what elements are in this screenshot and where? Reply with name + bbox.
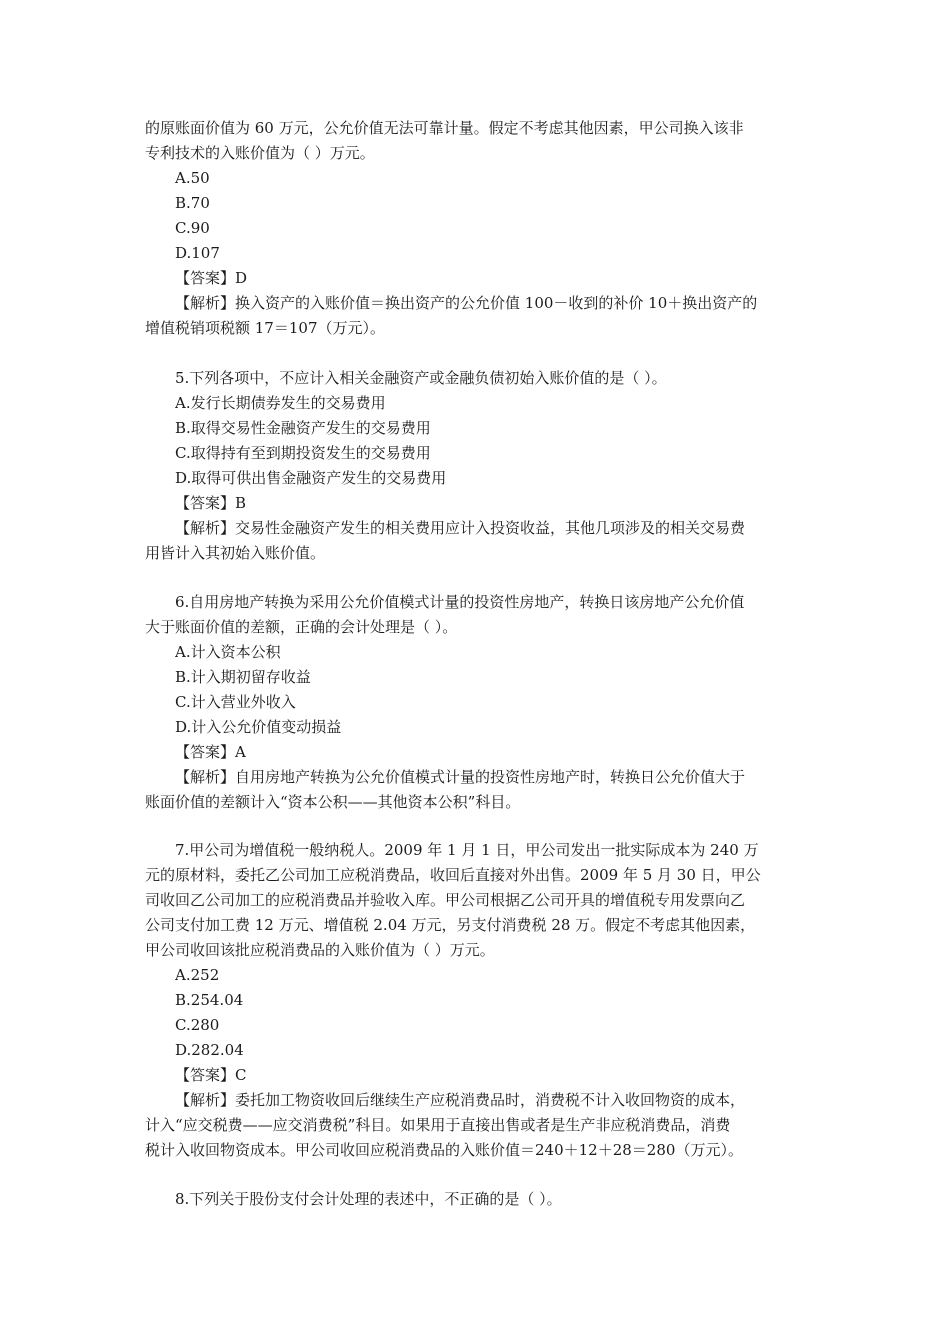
answer-line: 【答案】B: [175, 494, 247, 512]
question-6-text: 大于账面价值的差额，正确的会计处理是（ ）。: [145, 618, 458, 636]
option-d: D.计入公允价值变动损益: [175, 718, 342, 736]
question-text-line: 的原账面价值为 60 万元，公允价值无法可靠计量。假定不考虑其他因素，甲公司换入该非: [145, 119, 744, 137]
analysis-line: 【解析】委托加工物资收回后继续生产应税消费品时，消费税不计入收回物资的成本，: [175, 1091, 746, 1109]
analysis-line: 计入“应交税费——应交消费税”科目。如果用于直接出售或者是生产非应税消费品，消费: [145, 1116, 731, 1134]
question-7-text: 司收回乙公司加工的应税消费品并验收入库。甲公司根据乙公司开具的增值税专用发票向乙: [145, 891, 746, 909]
question-7-text: 公司支付加工费 12 万元、增值税 2.04 万元，另支付消费税 28 万。假定不考虑其他因素，: [145, 916, 756, 934]
question-7-text: 甲公司收回该批应税消费品的入账价值为（ ）万元。: [145, 941, 495, 959]
analysis-line: 【解析】自用房地产转换为公允价值模式计量的投资性房地产时，转换日公允价值大于: [175, 768, 746, 786]
option-c: C.280: [175, 1016, 220, 1034]
option-d: D.282.04: [175, 1041, 244, 1059]
option-a: A.50: [175, 169, 210, 187]
analysis-line: 用皆计入其初始入账价值。: [145, 544, 326, 562]
option-b: B.计入期初留存收益: [175, 668, 311, 686]
option-c: C.90: [175, 219, 210, 237]
option-a: A.发行长期债券发生的交易费用: [175, 394, 386, 412]
option-a: A.计入资本公积: [175, 643, 281, 661]
option-a: A.252: [175, 966, 220, 984]
question-7-text: 7.甲公司为增值税一般纳税人。2009 年 1 月 1 日，甲公司发出一批实际成本为 240 万: [175, 841, 759, 859]
option-b: B.取得交易性金融资产发生的交易费用: [175, 419, 431, 437]
option-b: B.70: [175, 194, 210, 212]
analysis-line: 税计入收回物资成本。甲公司收回应税消费品的入账价值＝240＋12＋28＝280（万元）。: [145, 1141, 743, 1159]
option-d: D.107: [175, 244, 220, 262]
option-d: D.取得可供出售金融资产发生的交易费用: [175, 469, 447, 487]
option-c: C.取得持有至到期投资发生的交易费用: [175, 444, 431, 462]
analysis-line: 【解析】换入资产的入账价值＝换出资产的公允价值 100－收到的补价 10＋换出资产的: [175, 294, 758, 312]
answer-line: 【答案】C: [175, 1066, 247, 1084]
option-b: B.254.04: [175, 991, 244, 1009]
question-5-text: 5.下列各项中，不应计入相关金融资产或金融负债初始入账价值的是（ ）。: [175, 369, 667, 387]
question-text-line: 专利技术的入账价值为（ ）万元。: [145, 144, 375, 162]
analysis-line: 【解析】交易性金融资产发生的相关费用应计入投资收益，其他几项涉及的相关交易费: [175, 519, 746, 537]
answer-line: 【答案】D: [175, 269, 248, 287]
question-6-text: 6.自用房地产转换为采用公允价值模式计量的投资性房地产，转换日该房地产公允价值: [175, 593, 745, 611]
analysis-line: 账面价值的差额计入“资本公积——其他资本公积”科目。: [145, 793, 521, 811]
answer-line: 【答案】A: [175, 743, 246, 761]
analysis-line: 增值税销项税额 17＝107（万元）。: [145, 319, 385, 337]
question-8-text: 8.下列关于股份支付会计处理的表述中，不正确的是（ ）。: [175, 1190, 562, 1208]
question-7-text: 元的原材料，委托乙公司加工应税消费品，收回后直接对外出售。2009 年 5 月 30 日，甲公: [145, 866, 761, 884]
option-c: C.计入营业外收入: [175, 693, 296, 711]
